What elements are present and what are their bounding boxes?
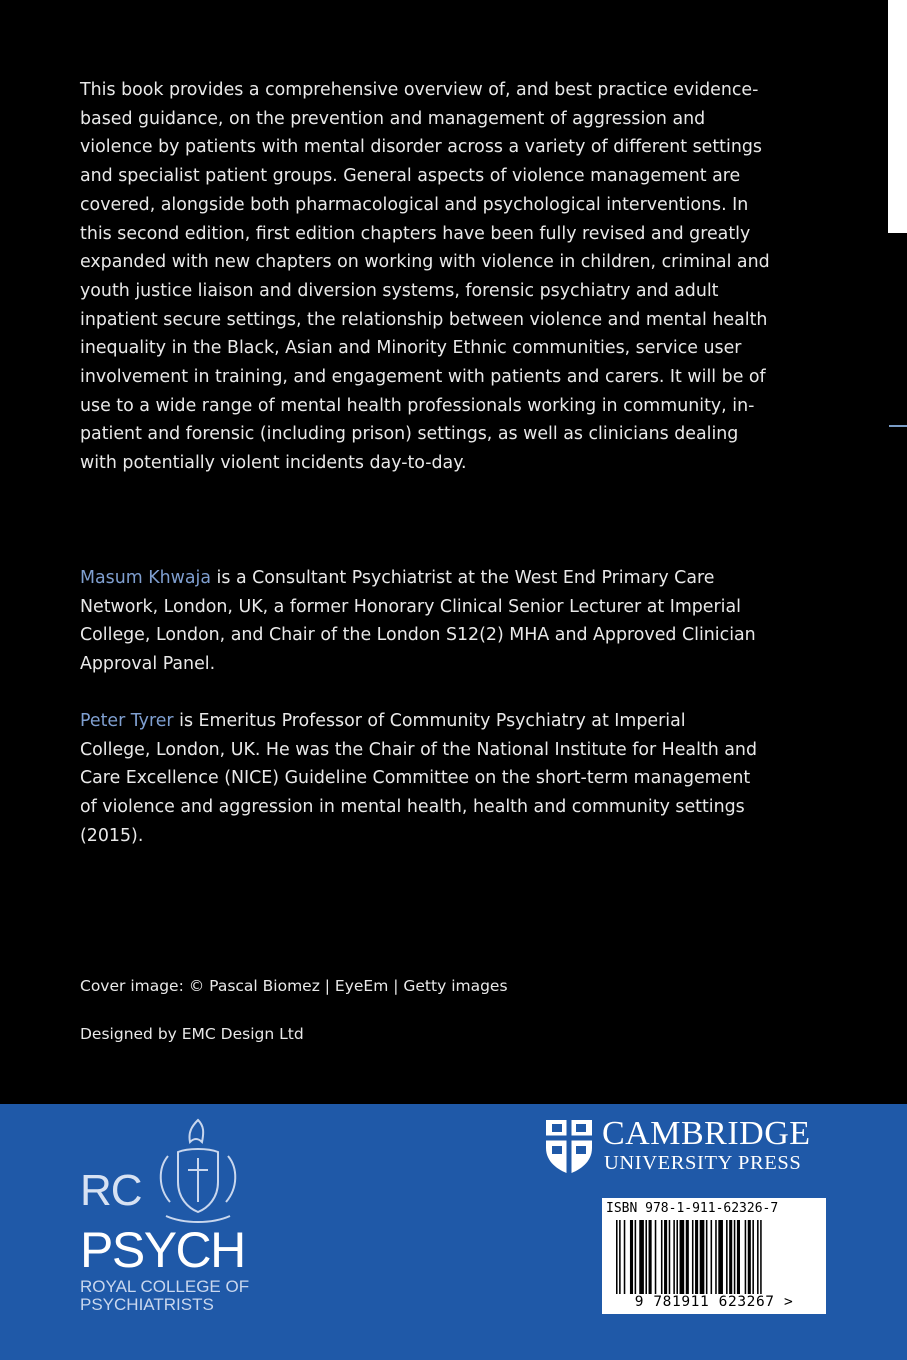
rcpsych-line-royal: ROYAL COLLEGE OF: [80, 1277, 250, 1296]
barcode-bar: [649, 1220, 652, 1294]
barcode-bar: [680, 1220, 685, 1294]
barcode-bar: [695, 1220, 698, 1294]
rcpsych-psych: PSYCH: [80, 1222, 245, 1278]
barcode-bar: [664, 1220, 667, 1294]
barcode-bar: [676, 1220, 678, 1294]
barcode-bar: [616, 1220, 618, 1294]
author-name-khwaja: Masum Khwaja: [80, 568, 212, 588]
barcode-bar: [706, 1220, 708, 1294]
barcode-bar: [737, 1220, 740, 1294]
barcode-bar: [726, 1220, 728, 1294]
barcode-bar: [700, 1220, 705, 1294]
spine-strip: [888, 0, 907, 233]
barcode-bar: [752, 1220, 754, 1294]
barcode-bar: [624, 1220, 626, 1294]
barcode-bar: [673, 1220, 675, 1294]
barcode-number: 9 781911 623267 >: [634, 1294, 794, 1310]
rcpsych-crest-icon: [148, 1112, 248, 1230]
barcode-bar: [669, 1220, 671, 1294]
cover-image-credit: Cover image: © Pascal Biomez | EyeEm | Getty images: [80, 977, 508, 995]
publisher-name: CAMBRIDGE: [602, 1115, 811, 1152]
barcode-bar: [748, 1220, 751, 1294]
barcode-bar: [734, 1220, 736, 1294]
barcode-bar: [619, 1220, 621, 1294]
spine-tick: [889, 425, 907, 427]
barcode-bar: [718, 1220, 723, 1294]
author-bio-khwaja: [80, 564, 760, 679]
designer-credit: Designed by EMC Design Ltd: [80, 1025, 304, 1043]
barcode-bar: [635, 1220, 637, 1294]
barcode-bar: [630, 1220, 633, 1294]
barcode-bars: [616, 1220, 812, 1294]
book-description: This book provides a comprehensive overview of, and best practice evidence-based guidance, on the prevention and management of aggression and violence by patients with mental disorder across a variety of different settings and specialist patient groups. General aspects of violence management are covered, alongside both pharmacological and psychological interventions. In this second edition, first edition chapters have been fully revised and greatly expanded with new chapters on working with violence in children, criminal and youth justice liaison and diversion systems, forensic psychiatry and adult inpatient secure settings, the relationship between violence and mental health inequality in the Black, Asian and Minority Ethnic communities, service user involvement in training, and engagement with patients and carers. It will be of use to a wide range of mental health professionals working in community, in-patient and forensic (including prison) settings, as well as clinicians dealing with potentially violent incidents day-to-day.: [80, 80, 770, 474]
cambridge-shield-icon: [544, 1118, 594, 1176]
isbn-label: ISBN 978-1-911-62326-7: [606, 1201, 779, 1216]
barcode-bar: [645, 1220, 647, 1294]
barcode-bar: [760, 1220, 762, 1294]
isbn-barcode: [602, 1198, 826, 1314]
barcode-bar: [711, 1220, 713, 1294]
barcode-bar: [661, 1220, 663, 1294]
barcode-bar: [686, 1220, 689, 1294]
rcpsych-rc: RC: [80, 1166, 142, 1215]
rcpsych-college-name: [80, 1278, 260, 1314]
barcode-bar: [729, 1220, 732, 1294]
barcode-bar: [692, 1220, 694, 1294]
barcode-bar: [715, 1220, 717, 1294]
author-bio-tyrer: [80, 707, 760, 851]
author-bio-text-khwaja: is a Consultant Psychiatrist at the West End Primary Care Network, London, UK, a former Honorary Clinical Senior Lecturer at Imperial College, London, and Chair of the London S12(2) MHA and Approved Clinician Approval Panel.: [80, 568, 756, 675]
author-bio-text-tyrer: is Emeritus Professor of Community Psychiatry at Imperial College, London, UK. He was the Chair of the National Institute for Health and Care Excellence (NICE) Guideline Committee on the short-term management of violence and aggression in mental health, health and community settings (2015).: [80, 711, 757, 846]
rcpsych-line-psychiatrists: PSYCHIATRISTS: [80, 1295, 214, 1314]
barcode-bar: [745, 1220, 747, 1294]
barcode-bar: [639, 1220, 644, 1294]
author-name-tyrer: Peter Tyrer: [80, 711, 174, 731]
barcode-bar: [655, 1220, 657, 1294]
publisher-subtitle: UNIVERSITY PRESS: [604, 1152, 802, 1174]
barcode-bar: [757, 1220, 759, 1294]
